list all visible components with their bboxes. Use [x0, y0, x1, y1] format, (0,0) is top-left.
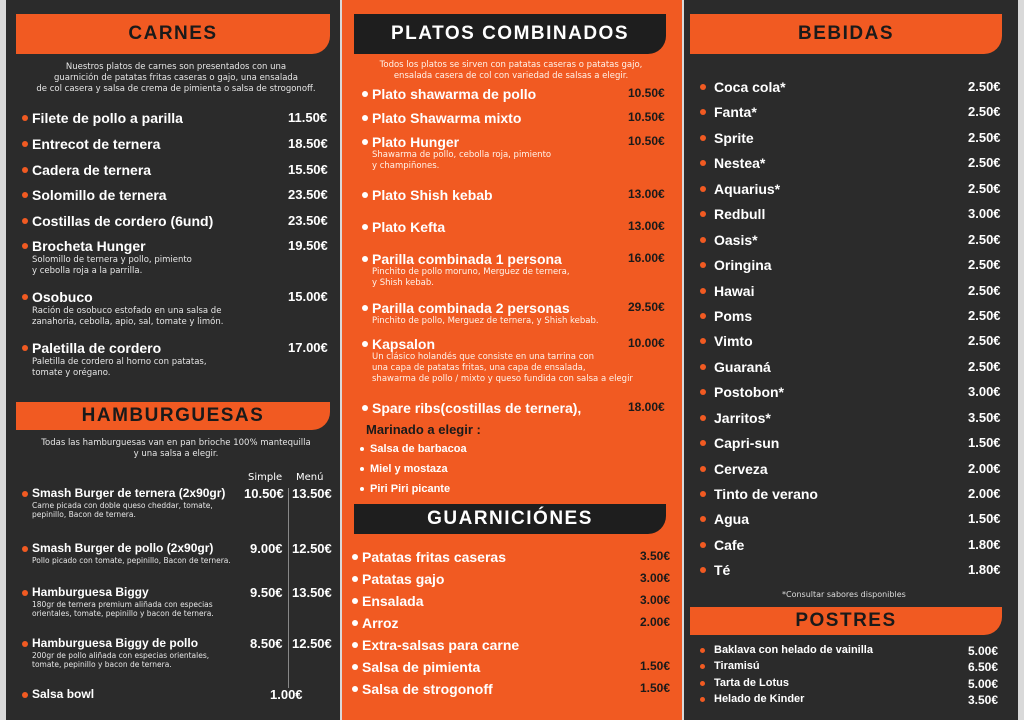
item-price: 15.00€: [288, 289, 328, 304]
bullet-icon: [22, 115, 28, 121]
item-name: Cafe: [714, 537, 745, 553]
bullet-icon: [700, 262, 706, 268]
bullet-icon: [700, 516, 706, 522]
item-name: Costillas de cordero (6und): [32, 213, 214, 229]
bullet-icon: [22, 641, 28, 647]
postres-title: POSTRES: [690, 607, 1002, 635]
item-price: 2.50€: [968, 308, 1001, 323]
item-description: y cebolla roja a la parrilla.: [32, 266, 143, 276]
item-name: Coca cola*: [714, 79, 786, 95]
bullet-icon: [352, 598, 358, 604]
item-name: Smash Burger de pollo (2x90gr): [32, 541, 214, 555]
bullet-icon: [700, 389, 706, 395]
item-price: 10.00€: [628, 336, 665, 350]
price-menu: 12.50€: [292, 636, 332, 651]
item-price: 1.80€: [968, 562, 1001, 577]
bullet-icon: [700, 697, 705, 702]
item-name: Cadera de ternera: [32, 162, 152, 178]
item-name: Hamburguesa Biggy de pollo: [32, 636, 199, 650]
item-name: Postobon*: [714, 384, 784, 400]
item-name: Parilla combinada 1 persona: [372, 251, 562, 267]
carnes-panel: [6, 0, 340, 720]
item-name: Guaraná: [714, 359, 771, 375]
item-price: 2.50€: [968, 257, 1001, 272]
platos-title: PLATOS COMBINADOS: [354, 14, 666, 54]
bullet-icon: [362, 256, 368, 262]
bullet-icon: [362, 192, 368, 198]
bullet-icon: [352, 554, 358, 560]
item-name: Salsa de pimienta: [362, 659, 481, 675]
item-price: 3.50€: [968, 693, 999, 707]
item-description: y champiñones.: [372, 161, 440, 171]
item-price: 23.50€: [288, 187, 328, 202]
item-name: Agua: [714, 511, 749, 527]
item-price: 10.50€: [628, 134, 665, 148]
bullet-icon: [352, 620, 358, 626]
item-name: Hawai: [714, 283, 755, 299]
item-name: Baklava con helado de vainilla: [714, 644, 873, 656]
item-description: Pollo picado con tomate, pepinillo, Bacon de ternera.: [32, 556, 231, 565]
bullet-icon: [700, 84, 706, 90]
item-description: 180gr de ternera premium aliñada con especias: [32, 600, 213, 609]
item-name: Patatas gajo: [362, 571, 445, 587]
item-price: 2.50€: [968, 130, 1001, 145]
bullet-icon: [352, 664, 358, 670]
item-name: Sprite: [714, 130, 754, 146]
item-description: Un clásico holandés que consiste en una tarrina con: [372, 352, 594, 362]
item-price: 2.50€: [968, 283, 1001, 298]
marinado-name: Piri Piri picante: [370, 483, 451, 495]
item-name: Cerveza: [714, 461, 768, 477]
price-simple: 1.00€: [270, 687, 303, 702]
item-price: 2.50€: [968, 333, 1001, 348]
bullet-icon: [22, 167, 28, 173]
column-header-simple: Simple: [248, 472, 283, 483]
marinado-title: Marinado a elegir :: [366, 422, 481, 437]
item-name: Salsa bowl: [32, 687, 95, 701]
item-description: Shawarma de pollo, cebolla roja, pimiento: [372, 150, 552, 160]
column-header-menu: Menú: [296, 472, 324, 483]
bullet-icon: [700, 313, 706, 319]
item-name: Salsa de strogonoff: [362, 681, 493, 697]
item-description: una capa de patatas fritas, una capa de ensalada,: [372, 363, 586, 373]
item-description: 200gr de pollo aliñada con especias orientales,: [32, 651, 210, 660]
item-price: 17.00€: [288, 340, 328, 355]
item-price: 2.50€: [968, 359, 1001, 374]
hamburguesas-intro-line: Todas las hamburguesas van en pan brioche 100% mantequilla: [41, 438, 311, 448]
bullet-icon: [22, 192, 28, 198]
item-description: pepinillo, Bacon de ternera.: [32, 510, 136, 519]
item-price: 3.00€: [968, 206, 1001, 221]
item-price: 16.00€: [628, 251, 665, 265]
item-price: 18.00€: [628, 400, 665, 414]
item-price: 1.50€: [640, 659, 671, 673]
bullet-icon: [362, 139, 368, 145]
item-name: Ensalada: [362, 593, 424, 609]
item-price: 3.50€: [968, 410, 1001, 425]
item-price: 2.50€: [968, 232, 1001, 247]
bullet-icon: [362, 341, 368, 347]
bullet-icon: [22, 590, 28, 596]
bullet-icon: [700, 364, 706, 370]
item-price: 15.50€: [288, 162, 328, 177]
bullet-icon: [22, 546, 28, 552]
item-name: Capri-sun: [714, 435, 780, 451]
item-name: Hamburguesa Biggy: [32, 585, 149, 599]
item-price: 10.50€: [628, 110, 665, 124]
carnes-intro-line: Nuestros platos de carnes son presentados con una: [65, 62, 287, 72]
platos-intro-line: ensalada casera de col con variedad de salsas a elegir.: [393, 71, 629, 81]
bullet-icon: [352, 686, 358, 692]
bullet-icon: [362, 224, 368, 230]
item-price: 1.80€: [968, 537, 1001, 552]
item-price: 2.50€: [968, 181, 1001, 196]
bullet-icon: [362, 115, 368, 121]
bullet-icon: [362, 405, 368, 411]
item-price: 19.50€: [288, 238, 328, 253]
item-name: Plato Kefta: [372, 219, 446, 235]
item-name: Poms: [714, 308, 753, 324]
item-name: Nestea*: [714, 155, 766, 171]
bullet-icon: [22, 692, 28, 698]
item-description: Pinchito de pollo, Merguez de ternera, y Shish kebab.: [372, 316, 599, 326]
bullet-icon: [362, 305, 368, 311]
item-price: 11.50€: [288, 110, 328, 125]
item-description: Solomillo de ternera y pollo, pimiento: [32, 255, 192, 265]
hamburguesas-intro: [26, 438, 326, 460]
item-name: Parilla combinada 2 personas: [372, 300, 570, 316]
item-name: Aquarius*: [714, 181, 781, 197]
marinado-name: Miel y mostaza: [370, 463, 448, 475]
item-name: Tinto de verano: [714, 486, 818, 502]
item-name: Plato Shawarma mixto: [372, 110, 522, 126]
item-description: Ración de osobuco estofado en una salsa de: [32, 306, 222, 316]
item-price: 2.50€: [968, 79, 1001, 94]
item-name: Tiramisú: [714, 660, 760, 672]
item-price: 1.50€: [640, 681, 671, 695]
item-name: Filete de pollo a parilla: [32, 110, 183, 126]
item-price: 3.50€: [640, 549, 671, 563]
bullet-icon: [700, 211, 706, 217]
item-description: tomate y orégano.: [32, 368, 111, 378]
item-name: Plato shawarma de pollo: [372, 86, 537, 102]
item-price: 10.50€: [628, 86, 665, 100]
item-name: Osobuco: [32, 289, 93, 305]
item-price: 5.00€: [968, 644, 999, 658]
item-price: 2.50€: [968, 155, 1001, 170]
item-name: Oringina: [714, 257, 772, 273]
item-price: 13.00€: [628, 187, 665, 201]
platos-intro-line: Todos los platos se sirven con patatas caseras o patatas gajo,: [379, 60, 643, 70]
item-description: zanahoria, cebolla, apio, sal, tomate y limón.: [32, 317, 224, 327]
carnes-title: CARNES: [16, 14, 330, 54]
item-description: y Shish kebab.: [372, 278, 434, 288]
item-name: Plato Shish kebab: [372, 187, 493, 203]
item-price: 2.50€: [968, 104, 1001, 119]
carnes-intro-line: guarnición de patatas fritas caseras o gajo, una ensalada: [53, 73, 299, 83]
bullet-icon: [360, 447, 364, 451]
bullet-icon: [700, 491, 706, 497]
bullet-icon: [352, 576, 358, 582]
platos-intro: [356, 60, 666, 82]
item-name: Arroz: [362, 615, 399, 631]
bebidas-note: *Consultar sabores disponibles: [782, 590, 906, 599]
bullet-icon: [700, 440, 706, 446]
item-name: Paletilla de cordero: [32, 340, 162, 356]
item-price: 2.00€: [640, 615, 671, 629]
item-price: 3.00€: [640, 593, 671, 607]
item-description: Paletilla de cordero al horno con patatas,: [32, 357, 207, 367]
price-simple: 10.50€: [244, 486, 284, 501]
bullet-icon: [700, 681, 705, 686]
bullet-icon: [360, 467, 364, 471]
bullet-icon: [360, 487, 364, 491]
item-name: Té: [714, 562, 731, 578]
item-name: Vimto: [714, 333, 753, 349]
item-name: Fanta*: [714, 104, 757, 120]
item-name: Jarritos*: [714, 410, 771, 426]
item-name: Patatas fritas caseras: [362, 549, 506, 565]
item-price: 13.00€: [628, 219, 665, 233]
hamburguesas-title: HAMBURGUESAS: [16, 402, 330, 430]
bullet-icon: [700, 186, 706, 192]
bullet-icon: [22, 218, 28, 224]
bullet-icon: [352, 642, 358, 648]
item-name: Oasis*: [714, 232, 758, 248]
bullet-icon: [22, 491, 28, 497]
bullet-icon: [700, 648, 705, 653]
item-name: Entrecot de ternera: [32, 136, 161, 152]
bullet-icon: [22, 141, 28, 147]
price-simple: 9.00€: [250, 541, 283, 556]
bullet-icon: [22, 243, 28, 249]
bullet-icon: [700, 542, 706, 548]
bullet-icon: [700, 160, 706, 166]
bullet-icon: [22, 294, 28, 300]
item-price: 18.50€: [288, 136, 328, 151]
item-description: tomate, pepinillo y bacon de ternera.: [32, 660, 172, 669]
bebidas-panel: [684, 0, 1018, 720]
item-price: 6.50€: [968, 660, 999, 674]
item-description: Carne picada con doble queso cheddar, tomate,: [32, 501, 213, 510]
price-menu: 13.50€: [292, 585, 332, 600]
item-name: Smash Burger de ternera (2x90gr): [32, 486, 226, 500]
item-price: 1.50€: [968, 435, 1001, 450]
bebidas-title: BEBIDAS: [690, 14, 1002, 54]
price-menu: 13.50€: [292, 486, 332, 501]
bullet-icon: [700, 567, 706, 573]
item-description: Pinchito de pollo moruno, Merguez de ternera,: [372, 267, 570, 277]
item-name: Tarta de Lotus: [714, 677, 789, 689]
price-simple: 8.50€: [250, 636, 283, 651]
bullet-icon: [700, 338, 706, 344]
hamburguesas-intro-line: y una salsa a elegir.: [133, 449, 219, 459]
item-name: Brocheta Hunger: [32, 238, 146, 254]
marinado-name: Salsa de barbacoa: [370, 443, 467, 455]
item-name: Solomillo de ternera: [32, 187, 167, 203]
carnes-intro-line: de col casera y salsa de crema de pimienta o salsa de strogonoff.: [36, 84, 316, 94]
column-divider: [288, 488, 289, 688]
item-name: Kapsalon: [372, 336, 436, 352]
bullet-icon: [700, 135, 706, 141]
price-menu: 12.50€: [292, 541, 332, 556]
item-price: 23.50€: [288, 213, 328, 228]
bullet-icon: [700, 109, 706, 115]
item-price: 3.00€: [968, 384, 1001, 399]
item-description: shawarma de pollo / mixto y queso fundida con salsa a elegir: [372, 374, 633, 384]
bullet-icon: [700, 664, 705, 669]
guarniciones-title: GUARNICIÓNES: [354, 504, 666, 534]
bullet-icon: [700, 288, 706, 294]
item-name: Spare ribs(costillas de ternera),: [372, 400, 582, 416]
item-price: 3.00€: [640, 571, 671, 585]
bullet-icon: [700, 415, 706, 421]
item-name: Redbull: [714, 206, 766, 222]
bullet-icon: [22, 345, 28, 351]
price-simple: 9.50€: [250, 585, 283, 600]
item-name: Extra-salsas para carne: [362, 637, 520, 653]
item-price: 2.00€: [968, 461, 1001, 476]
item-price: 5.00€: [968, 677, 999, 691]
bullet-icon: [700, 466, 706, 472]
bullet-icon: [362, 91, 368, 97]
platos-panel: [342, 0, 682, 720]
bullet-icon: [700, 237, 706, 243]
item-description: orientales, tomate, pepinillo y bacon de ternera.: [32, 609, 214, 618]
item-price: 29.50€: [628, 300, 665, 314]
item-name: Helado de Kinder: [714, 693, 805, 705]
carnes-intro: [26, 62, 326, 95]
item-price: 1.50€: [968, 511, 1001, 526]
item-name: Plato Hunger: [372, 134, 460, 150]
item-price: 2.00€: [968, 486, 1001, 501]
